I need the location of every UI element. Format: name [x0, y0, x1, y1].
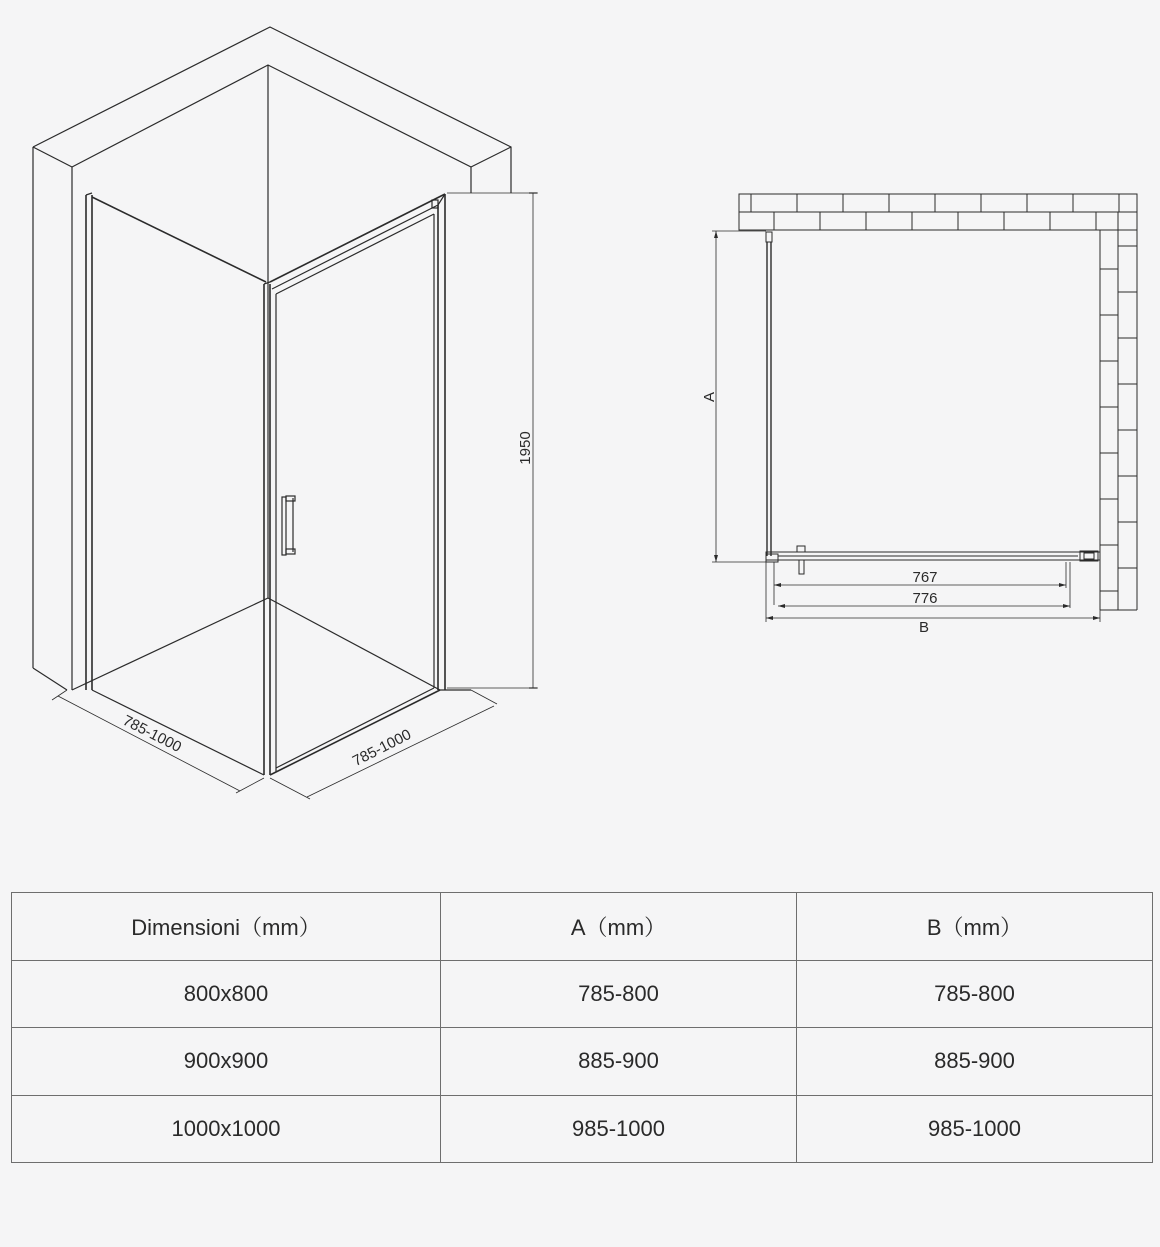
- height-label: 1950: [517, 431, 534, 465]
- cell-b: 785-800: [797, 960, 1153, 1028]
- cell-size: 800x800: [12, 960, 441, 1028]
- dimensions-table: [11, 892, 1153, 1163]
- header-a: A（mm）: [441, 893, 797, 961]
- a-label: A: [701, 391, 718, 403]
- arrow-a-top: [714, 231, 718, 238]
- cell-size: 900x900: [12, 1028, 441, 1096]
- cell-b: 985-1000: [797, 1095, 1153, 1163]
- cell-a: 785-800: [441, 960, 797, 1028]
- right-width-label: 785-1000: [349, 726, 415, 770]
- b-label: B: [918, 619, 930, 636]
- dim-767-label: 767: [912, 569, 938, 586]
- table-header-row: [12, 893, 1153, 961]
- table-row: [12, 1028, 1153, 1096]
- header-b: B（mm）: [797, 893, 1153, 961]
- cell-a: 885-900: [441, 1028, 797, 1096]
- cell-size: 1000x1000: [12, 1095, 441, 1163]
- right-brick-wall: [1100, 194, 1137, 610]
- cell-b: 885-900: [797, 1028, 1153, 1096]
- dim-776-label: 776: [912, 590, 938, 607]
- table-row: [12, 960, 1153, 1028]
- arrow-a-bottom: [714, 555, 718, 562]
- plan-side-panel: [766, 232, 772, 556]
- cell-a: 985-1000: [441, 1095, 797, 1163]
- table-row: [12, 1095, 1153, 1163]
- left-width-label: 785-1000: [119, 712, 185, 756]
- header-dimensioni: Dimensioni（mm）: [12, 893, 441, 961]
- a-dimension: [712, 231, 766, 562]
- top-brick-wall: [739, 194, 1137, 230]
